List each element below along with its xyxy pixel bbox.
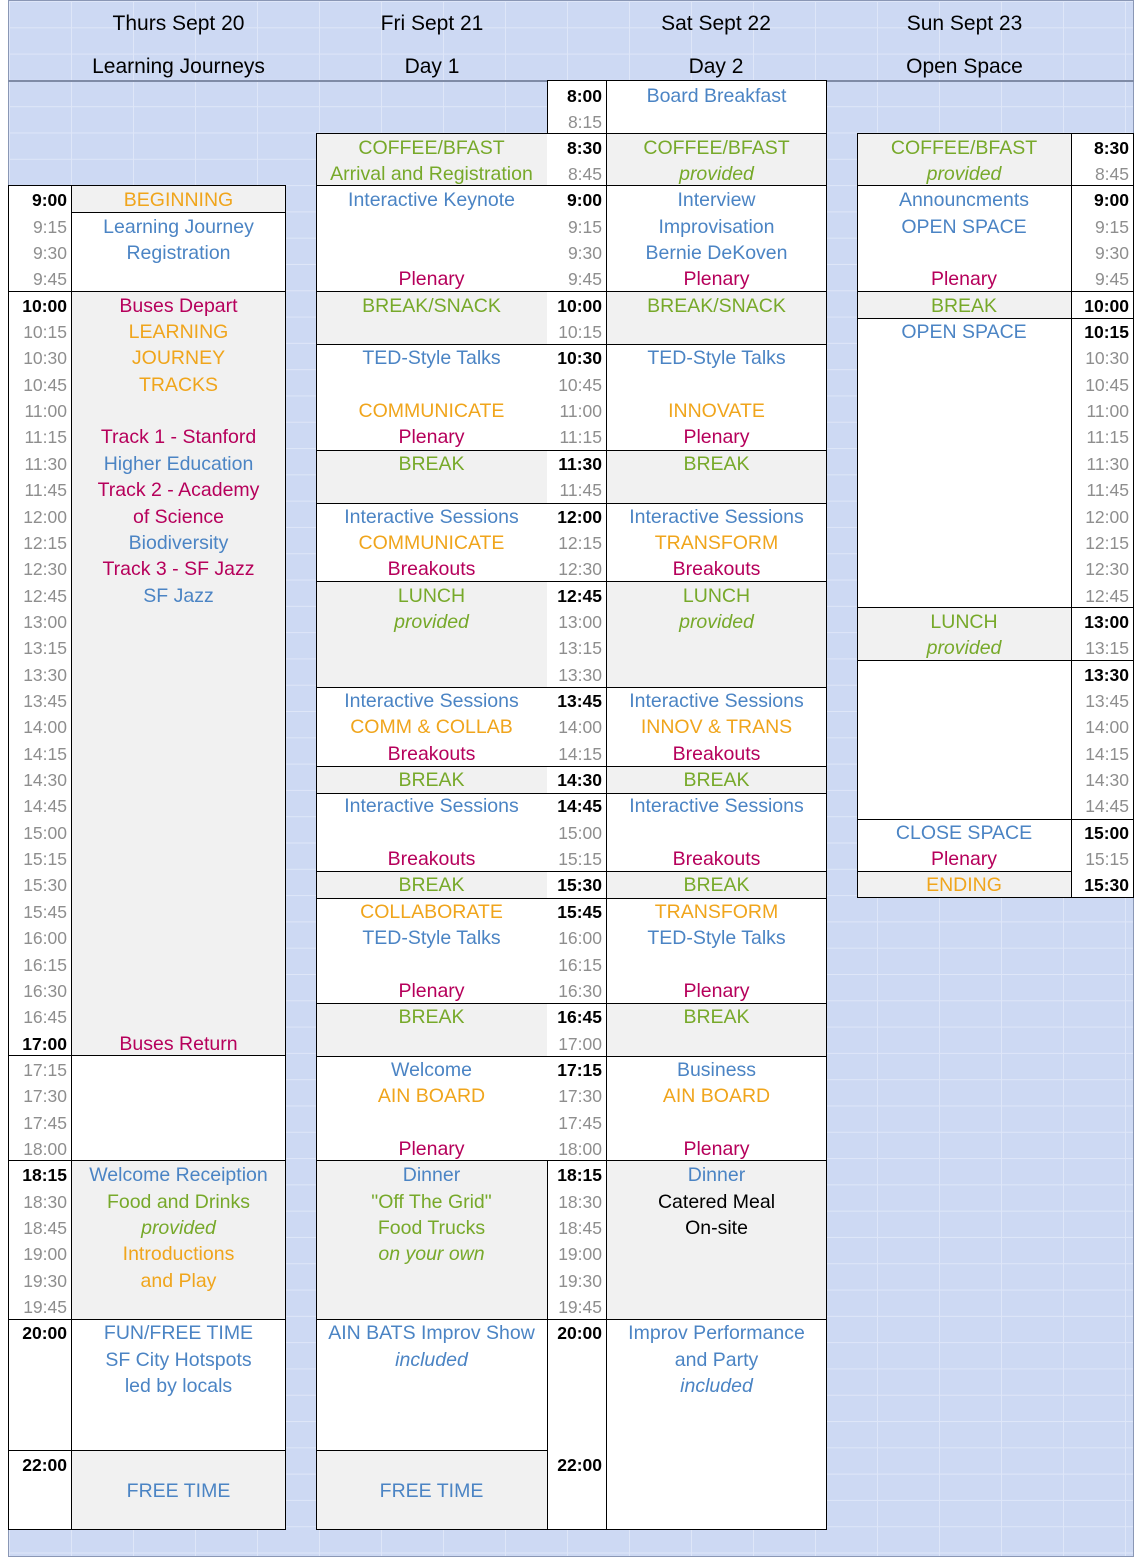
time-label: 9:00: [1093, 190, 1129, 210]
event-label: On-site: [685, 1217, 748, 1239]
event-label: and Play: [140, 1270, 217, 1292]
time-label: 17:00: [558, 1034, 602, 1054]
event-label: Welcome Receiption: [89, 1164, 268, 1186]
event-label: provided: [679, 611, 754, 633]
event-label: COFFEE/BFAST: [643, 137, 790, 159]
event-label: provided: [141, 1217, 216, 1239]
time-label: 12:15: [558, 533, 602, 553]
event-label: FREE TIME: [126, 1480, 231, 1502]
time-label: 19:00: [558, 1244, 602, 1264]
event-label: BREAK: [398, 453, 465, 475]
event-label: AIN BATS Improv Show: [328, 1322, 535, 1344]
event-label: TRANSFORM: [654, 901, 779, 923]
time-label: 17:30: [558, 1086, 602, 1106]
time-column-divider-lower: [547, 1160, 548, 1530]
time-label: 16:15: [23, 955, 67, 975]
time-label: 15:00: [558, 823, 602, 843]
event-label: Plenary: [398, 980, 465, 1002]
event-label: Interactive Sessions: [344, 690, 519, 712]
header-thursday-subtitle: Learning Journeys: [92, 55, 265, 78]
time-label: 9:00: [566, 190, 602, 210]
time-label: 10:30: [1085, 348, 1129, 368]
event-label: Track 2 - Academy: [97, 479, 260, 501]
event-label: SF Jazz: [143, 585, 214, 607]
event-label: COMMUNICATE: [358, 400, 505, 422]
time-label: 8:45: [1094, 164, 1129, 184]
time-label: 10:15: [23, 322, 67, 342]
event-label: BREAK: [398, 1006, 465, 1028]
header-sunday-day: Sun Sept 23: [906, 12, 1023, 35]
event-label: COFFEE/BFAST: [890, 137, 1038, 159]
event-label: FUN/FREE TIME: [103, 1322, 254, 1344]
time-label: 10:00: [1084, 296, 1129, 316]
time-label: 10:30: [23, 348, 67, 368]
event-label: Higher Education: [103, 453, 254, 475]
time-label: 8:45: [567, 164, 602, 184]
event-label: Breakouts: [387, 848, 476, 870]
time-label: 14:15: [23, 744, 67, 764]
event-label: Registration: [126, 242, 231, 264]
event-label: FREE TIME: [379, 1480, 484, 1502]
time-label: 9:15: [567, 217, 602, 237]
time-label: 13:15: [1085, 638, 1129, 658]
event-label: Interactive Sessions: [629, 690, 804, 712]
event-label: Food Trucks: [377, 1217, 486, 1239]
event-label: CLOSE SPACE: [895, 822, 1033, 844]
time-label: 12:45: [1085, 586, 1129, 606]
header-friday-day: Fri Sept 21: [380, 12, 484, 35]
event-label: Breakouts: [672, 558, 761, 580]
time-label: 12:00: [557, 507, 602, 527]
event-label: Business: [676, 1059, 757, 1081]
time-label: 13:00: [23, 612, 67, 632]
event-label: provided: [679, 163, 754, 185]
event-label: LUNCH: [682, 585, 751, 607]
time-label: 10:30: [557, 348, 602, 368]
time-label: 15:00: [23, 823, 67, 843]
time-label: 16:45: [557, 1007, 602, 1027]
time-label: 12:15: [1085, 533, 1129, 553]
time-label: 9:45: [567, 269, 602, 289]
event-label: COMM & COLLAB: [350, 716, 513, 738]
time-label: 11:15: [559, 427, 602, 447]
event-label: Plenary: [683, 426, 750, 448]
event-label: "Off The Grid": [371, 1191, 492, 1213]
divider: [8, 1450, 286, 1451]
event-label: OPEN SPACE: [901, 321, 1027, 343]
time-label: 17:15: [557, 1060, 602, 1080]
divider: [316, 1450, 548, 1451]
header-friday-subtitle: Day 1: [404, 55, 460, 78]
time-label: 16:00: [558, 928, 602, 948]
time-label: 14:30: [23, 770, 67, 790]
time-label: 9:45: [32, 269, 67, 289]
time-label: 18:45: [23, 1218, 67, 1238]
event-label: Interactive Sessions: [629, 795, 804, 817]
event-label: INNOVATE: [668, 400, 765, 422]
time-label: 15:30: [1084, 875, 1129, 895]
time-label: 12:30: [558, 559, 602, 579]
time-label: 20:00: [557, 1323, 602, 1343]
event-label: BREAK/SNACK: [647, 295, 786, 317]
time-label: 11:30: [1086, 454, 1129, 474]
event-label: Arrival and Registration: [330, 163, 533, 185]
time-label: 16:15: [558, 955, 602, 975]
event-label: TRANSFORM: [654, 532, 779, 554]
time-label: 17:30: [23, 1086, 67, 1106]
time-label: 11:30: [24, 454, 67, 474]
event-label: AIN BOARD: [662, 1085, 771, 1107]
time-label: 22:00: [22, 1455, 67, 1475]
time-label: 9:30: [1094, 243, 1129, 263]
time-label: 13:30: [558, 665, 602, 685]
event-label: Breakouts: [672, 743, 761, 765]
event-label: AIN BOARD: [377, 1085, 486, 1107]
time-label: 11:00: [559, 401, 602, 421]
event-label: Interview: [677, 189, 756, 211]
time-label: 8:30: [566, 138, 602, 158]
time-label: 12:15: [23, 533, 67, 553]
time-label: 19:45: [23, 1297, 67, 1317]
time-label: 10:45: [1085, 375, 1129, 395]
time-label: 17:45: [23, 1113, 67, 1133]
event-label: Board Breakfast: [646, 85, 787, 107]
event-label: Food and Drinks: [106, 1191, 251, 1213]
thursday-bg-journey: [72, 292, 285, 1055]
time-label: 10:15: [1084, 322, 1129, 342]
event-label: Breakouts: [387, 558, 476, 580]
time-label: 16:45: [23, 1007, 67, 1027]
header-sunday-subtitle: Open Space: [906, 55, 1023, 78]
event-label: ENDING: [926, 874, 1002, 896]
time-label: 13:15: [558, 638, 602, 658]
event-label: BREAK: [398, 769, 465, 791]
event-label: included: [680, 1375, 753, 1397]
event-label: Plenary: [398, 426, 465, 448]
time-label: 15:45: [557, 902, 602, 922]
time-label: 15:30: [23, 875, 67, 895]
event-label: Track 3 - SF Jazz: [102, 558, 255, 580]
time-label: 16:00: [23, 928, 67, 948]
time-label: 13:45: [23, 691, 67, 711]
time-label: 13:45: [1085, 691, 1129, 711]
event-label: on your own: [378, 1243, 485, 1265]
time-label: 14:45: [557, 796, 602, 816]
event-label: Plenary: [683, 1138, 750, 1160]
time-label: 14:30: [557, 770, 602, 790]
event-label: Plenary: [398, 268, 465, 290]
time-label: 18:00: [558, 1139, 602, 1159]
event-label: Interactive Keynote: [348, 189, 515, 211]
event-label: Interactive Sessions: [344, 795, 519, 817]
event-label: LUNCH: [930, 611, 998, 633]
time-label: 14:00: [558, 717, 602, 737]
event-label: Plenary: [683, 980, 750, 1002]
time-label: 10:00: [22, 296, 67, 316]
event-label: JOURNEY: [131, 347, 226, 369]
time-label: 22:00: [557, 1455, 602, 1475]
time-label: 13:30: [1084, 665, 1129, 685]
event-label: COFFEE/BFAST: [358, 137, 505, 159]
event-label: and Party: [674, 1349, 759, 1371]
event-label: Interactive Sessions: [344, 506, 519, 528]
time-label: 16:30: [23, 981, 67, 1001]
event-label: Track 1 - Stanford: [100, 426, 257, 448]
time-label: 12:00: [23, 507, 67, 527]
event-label: LEARNING: [128, 321, 229, 343]
event-label: BREAK: [683, 1006, 750, 1028]
event-label: TED-Style Talks: [647, 347, 786, 369]
time-label: 10:15: [558, 322, 602, 342]
event-label: BREAK: [683, 453, 750, 475]
time-label: 11:45: [24, 480, 67, 500]
event-label: TED-Style Talks: [362, 347, 501, 369]
event-label: Plenary: [683, 268, 750, 290]
event-label: Plenary: [930, 268, 998, 290]
time-label: 13:30: [23, 665, 67, 685]
time-label: 9:00: [31, 190, 67, 210]
time-label: 8:00: [566, 86, 602, 106]
event-label: of Science: [132, 506, 225, 528]
time-label: 19:30: [23, 1271, 67, 1291]
time-label: 19:45: [558, 1297, 602, 1317]
header-saturday-subtitle: Day 2: [688, 55, 744, 78]
time-label: 12:30: [1085, 559, 1129, 579]
event-label: Biodiversity: [128, 532, 229, 554]
time-label: 11:45: [1086, 480, 1129, 500]
time-label: 15:00: [1084, 823, 1129, 843]
event-label: Plenary: [398, 1138, 465, 1160]
time-label: 9:15: [1094, 217, 1129, 237]
time-label: 14:15: [558, 744, 602, 764]
time-label: 14:45: [23, 796, 67, 816]
time-label: 15:30: [557, 875, 602, 895]
event-label: BREAK: [683, 874, 750, 896]
event-label: included: [395, 1349, 468, 1371]
event-label: BREAK/SNACK: [362, 295, 501, 317]
event-label: provided: [926, 163, 1002, 185]
event-label: provided: [394, 611, 469, 633]
time-label: 11:15: [1086, 427, 1129, 447]
event-label: Announcments: [898, 189, 1030, 211]
time-label: 18:00: [23, 1139, 67, 1159]
time-label: 15:15: [1085, 849, 1129, 869]
time-label: 12:30: [23, 559, 67, 579]
event-label: BREAK: [930, 295, 998, 317]
time-label: 12:45: [557, 586, 602, 606]
time-label: 15:15: [23, 849, 67, 869]
event-label: provided: [926, 637, 1002, 659]
event-label: Improvisation: [658, 216, 775, 238]
time-label: 9:15: [32, 217, 67, 237]
time-label: 14:30: [1085, 770, 1129, 790]
event-label: Buses Return: [119, 1033, 238, 1055]
time-label: 14:00: [1085, 717, 1129, 737]
event-label: OPEN SPACE: [901, 216, 1027, 238]
time-label: 19:00: [23, 1244, 67, 1264]
time-label: 20:00: [22, 1323, 67, 1343]
time-label: 11:45: [559, 480, 602, 500]
event-label: Welcome: [391, 1059, 472, 1081]
time-label: 18:45: [558, 1218, 602, 1238]
time-label: 17:45: [558, 1113, 602, 1133]
event-label: Improv Performance: [628, 1322, 805, 1344]
header-saturday-day: Sat Sept 22: [661, 12, 771, 35]
time-label: 8:15: [567, 112, 602, 132]
time-label: 12:45: [23, 586, 67, 606]
event-label: Introductions: [122, 1243, 235, 1265]
time-label: 18:30: [558, 1192, 602, 1212]
time-label: 8:30: [1093, 138, 1129, 158]
event-label: BREAK: [683, 769, 750, 791]
event-label: TED-Style Talks: [647, 927, 786, 949]
time-label: 11:00: [24, 401, 67, 421]
time-label: 17:15: [23, 1060, 67, 1080]
time-label: 14:15: [1085, 744, 1129, 764]
event-label: led by locals: [124, 1375, 233, 1397]
time-label: 14:45: [1085, 796, 1129, 816]
time-label: 10:00: [557, 296, 602, 316]
event-label: Interactive Sessions: [629, 506, 804, 528]
event-label: Breakouts: [387, 743, 476, 765]
time-label: 13:00: [1084, 612, 1129, 632]
time-label: 11:15: [24, 427, 67, 447]
event-label: BEGINNING: [123, 189, 234, 211]
sunday-time-divider: [1071, 133, 1072, 898]
event-label: Learning Journey: [103, 216, 254, 238]
event-label: TRACKS: [138, 374, 219, 396]
event-label: TED-Style Talks: [362, 927, 501, 949]
time-label: 15:15: [558, 849, 602, 869]
event-label: SF City Hotspots: [105, 1349, 252, 1371]
time-label: 11:00: [1086, 401, 1129, 421]
time-label: 14:00: [23, 717, 67, 737]
time-label: 9:30: [32, 243, 67, 263]
event-label: Dinner: [687, 1164, 746, 1186]
event-label: INNOV & TRANS: [640, 716, 793, 738]
time-label: 13:45: [557, 691, 602, 711]
time-label: 9:45: [1094, 269, 1129, 289]
header-thursday-day: Thurs Sept 20: [112, 12, 245, 35]
time-label: 9:30: [567, 243, 602, 263]
time-label: 18:15: [22, 1165, 67, 1185]
event-label: BREAK: [398, 874, 465, 896]
event-label: LUNCH: [397, 585, 466, 607]
time-label: 17:00: [22, 1034, 67, 1054]
time-label: 18:15: [557, 1165, 602, 1185]
event-label: Breakouts: [672, 848, 761, 870]
time-label: 13:15: [23, 638, 67, 658]
event-label: COMMUNICATE: [358, 532, 505, 554]
event-label: Plenary: [930, 848, 998, 870]
time-label: 16:30: [558, 981, 602, 1001]
time-label: 15:45: [23, 902, 67, 922]
event-label: Catered Meal: [657, 1191, 776, 1213]
time-label: 18:30: [23, 1192, 67, 1212]
time-label: 13:00: [558, 612, 602, 632]
event-label: COLLABORATE: [360, 901, 503, 923]
time-label: 10:45: [558, 375, 602, 395]
time-label: 19:30: [558, 1271, 602, 1291]
time-label: 10:45: [23, 375, 67, 395]
event-label: Dinner: [402, 1164, 461, 1186]
time-label: 12:00: [1085, 507, 1129, 527]
time-label: 11:30: [558, 454, 602, 474]
event-label: Buses Depart: [119, 295, 238, 317]
event-label: Bernie DeKoven: [645, 242, 788, 264]
